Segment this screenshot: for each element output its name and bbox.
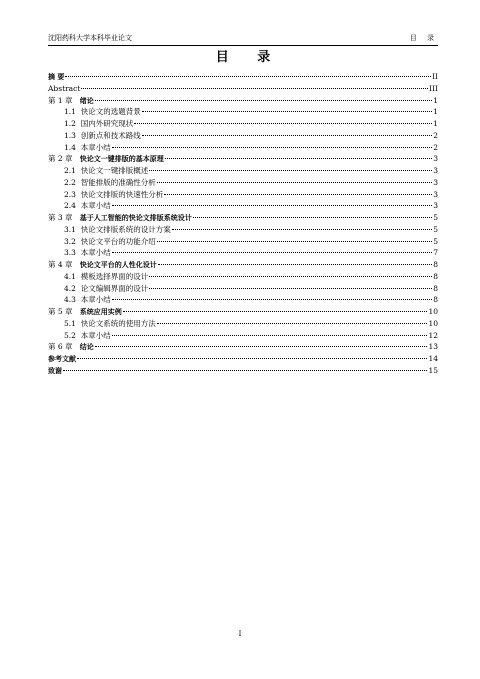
toc-entry[interactable] — [48, 189, 438, 201]
toc-front-matter-title: 摘 要 — [48, 73, 65, 81]
toc-page-number: 8 — [433, 283, 438, 293]
toc-dot-leader — [95, 346, 428, 347]
toc-page-number: 10 — [428, 318, 438, 328]
toc-section-number: 1.1 — [64, 107, 76, 117]
toc-chapter-number: 第 2 章 — [48, 154, 73, 164]
toc-page-number: 3 — [433, 177, 438, 187]
toc-entry[interactable] — [48, 341, 438, 353]
toc-section-number: 1.3 — [64, 130, 76, 140]
toc-page-number: 5 — [433, 224, 438, 234]
toc-entry[interactable] — [48, 283, 438, 295]
toc-page-number: 8 — [433, 271, 438, 281]
toc-dot-leader — [65, 76, 431, 77]
toc-entry[interactable] — [48, 353, 438, 365]
toc-section-number: 4.2 — [64, 283, 76, 293]
toc-page-number: 8 — [433, 260, 438, 269]
toc-section-number: 3.1 — [64, 224, 76, 234]
toc-dot-leader — [149, 288, 432, 289]
toc-chapter-label: 系统应用实例 — [79, 308, 122, 316]
toc-section-number: 5.1 — [64, 318, 76, 328]
toc-page-number: 15 — [428, 365, 438, 375]
toc-entry[interactable] — [48, 247, 438, 259]
toc-chapter-label: 结论 — [79, 343, 94, 352]
toc-chapter-number: 第 3 章 — [48, 213, 73, 222]
toc-section-number: 2.3 — [64, 189, 76, 199]
toc-entry[interactable] — [48, 294, 438, 306]
toc-dot-leader — [112, 335, 428, 336]
toc-page-number: 5 — [433, 213, 438, 222]
toc-section-number: 3.2 — [64, 236, 76, 246]
toc-page-number: 7 — [433, 248, 438, 258]
header-section-title: 目 录 — [409, 34, 438, 42]
toc-section-label: 模板选择界面的设计 — [80, 271, 149, 281]
toc-section-label: 快论文排版的快速性分析 — [80, 189, 164, 199]
toc-entry[interactable] — [48, 177, 438, 189]
toc-dot-leader — [164, 194, 432, 195]
header-university-title: 沈阳药科大学本科毕业论文 — [48, 34, 132, 42]
toc-page-number: 3 — [433, 166, 438, 175]
toc-page-number: 12 — [428, 330, 438, 340]
toc-chapter-number: 第 5 章 — [48, 307, 73, 316]
toc-section-title — [64, 283, 148, 295]
toc-dot-leader — [149, 170, 432, 171]
toc-page-number: 1 — [433, 107, 438, 117]
toc-section-title — [64, 142, 111, 154]
toc-section-number: 4.3 — [64, 295, 76, 305]
toc-page-number: 14 — [428, 354, 438, 363]
toc-section-label: 国内外研究现状 — [80, 119, 134, 128]
toc-dot-leader — [157, 182, 433, 183]
toc-section-title — [64, 294, 111, 306]
toc-page-number: 8 — [433, 295, 438, 305]
toc-dot-leader — [112, 252, 433, 253]
toc-section-label: 本章小结 — [80, 142, 111, 152]
toc-dot-leader — [77, 358, 427, 359]
toc-page-number: 3 — [433, 201, 438, 211]
toc-entry[interactable] — [48, 71, 438, 83]
toc-dot-leader — [112, 299, 433, 300]
toc-section-title — [64, 106, 141, 118]
toc-section-number: 1.4 — [64, 142, 76, 152]
toc-section-number: 2.2 — [64, 177, 76, 187]
toc-dot-leader — [158, 264, 433, 265]
toc-entry[interactable] — [48, 306, 438, 318]
toc-chapter-number: 第 4 章 — [48, 260, 73, 269]
toc-section-title — [64, 236, 156, 248]
toc-section-label: 本章小结 — [80, 248, 111, 258]
toc-front-matter-title: Abstract — [48, 83, 81, 93]
toc-page-number: 5 — [433, 236, 438, 246]
toc-section-title — [64, 247, 111, 259]
toc-entry[interactable] — [48, 212, 438, 224]
toc-dot-leader — [165, 158, 433, 159]
toc-dot-leader — [134, 123, 432, 124]
toc-page-number: III — [429, 83, 438, 93]
toc-entry[interactable] — [48, 83, 438, 95]
toc-section-title — [64, 200, 111, 212]
toc-section-number: 4.1 — [64, 271, 76, 281]
toc-section-title — [64, 189, 163, 201]
toc-page-number: II — [432, 72, 438, 81]
toc-section-number: 3.3 — [64, 248, 76, 258]
toc-chapter-title — [48, 341, 94, 354]
toc-section-label: 本章小结 — [80, 201, 111, 211]
toc-dot-leader — [172, 229, 433, 230]
toc-dot-leader — [112, 147, 433, 148]
toc-dot-leader — [81, 88, 428, 89]
toc-section-label: 快论文平台的功能介绍 — [80, 236, 156, 246]
toc-section-title — [64, 130, 141, 142]
header-divider — [48, 45, 438, 46]
toc-entry[interactable] — [48, 224, 438, 236]
toc-chapter-label: 基于人工智能的快论文排版系统设计 — [79, 214, 192, 222]
toc-entry[interactable] — [48, 142, 438, 154]
toc-entry[interactable] — [48, 318, 438, 330]
toc-chapter-label: 快论文平台的人性化设计 — [79, 261, 157, 269]
toc-section-title — [64, 318, 156, 330]
toc-section-number: 1.2 — [64, 119, 76, 128]
page-number: I — [238, 630, 242, 638]
toc-section-label: 论文编辑界面的设计 — [80, 283, 149, 293]
toc-section-label: 创新点和技术路线 — [80, 130, 141, 140]
toc-entry[interactable] — [48, 153, 438, 165]
toc-page-number: 1 — [433, 95, 438, 105]
toc-entry[interactable] — [48, 95, 438, 107]
toc-entry[interactable] — [48, 236, 438, 248]
toc-entry[interactable] — [48, 130, 438, 142]
toc-dot-leader — [63, 370, 427, 371]
toc-entry[interactable] — [48, 271, 438, 283]
toc-section-label: 快论文排版系统的设计方案 — [80, 224, 171, 234]
toc-dot-leader — [123, 311, 428, 312]
toc-page-number: 1 — [433, 119, 438, 128]
toc-section-title — [64, 118, 133, 130]
toc-page-number: 10 — [428, 307, 438, 316]
toc-dot-leader — [193, 217, 433, 218]
toc-entry[interactable] — [48, 106, 438, 118]
toc-section-number: 2.1 — [64, 166, 76, 175]
toc-section-title — [64, 177, 156, 189]
toc-section-title — [64, 224, 171, 236]
table-of-contents — [48, 71, 438, 377]
toc-entry[interactable] — [48, 330, 438, 342]
toc-chapter-label: 绪论 — [79, 96, 94, 105]
toc-dot-leader — [95, 100, 433, 101]
page-title: 目 录 — [215, 50, 283, 65]
toc-dot-leader — [157, 323, 428, 324]
toc-entry[interactable] — [48, 365, 438, 377]
toc-page-number: 3 — [433, 189, 438, 199]
toc-entry[interactable] — [48, 165, 438, 177]
toc-entry[interactable] — [48, 259, 438, 271]
toc-section-number: 2.4 — [64, 201, 76, 211]
toc-entry[interactable] — [48, 118, 438, 130]
toc-front-matter-title: 参考文献 — [48, 355, 76, 363]
toc-section-title — [64, 271, 148, 283]
toc-section-number: 5.2 — [64, 330, 76, 340]
toc-section-title — [64, 165, 148, 177]
toc-chapter-label: 快论文一键排版的基本原理 — [79, 155, 164, 164]
toc-section-title — [64, 330, 111, 342]
toc-section-label: 快论文的选题背景 — [80, 107, 141, 117]
toc-dot-leader — [142, 135, 433, 136]
running-header — [48, 32, 438, 44]
toc-section-label: 快论文系统的使用方法 — [80, 318, 156, 328]
toc-chapter-number: 第 1 章 — [48, 95, 73, 105]
toc-section-label: 快论文一键排版概述 — [80, 166, 149, 175]
toc-dot-leader — [157, 241, 433, 242]
toc-dot-leader — [112, 205, 433, 206]
toc-front-matter-title: 致谢 — [48, 366, 62, 375]
toc-section-label: 本章小结 — [80, 330, 111, 340]
toc-page-number: 2 — [433, 142, 438, 152]
toc-entry[interactable] — [48, 200, 438, 212]
toc-page-number: 3 — [433, 154, 438, 164]
toc-dot-leader — [142, 111, 433, 112]
toc-dot-leader — [149, 276, 432, 277]
toc-page-number: 13 — [428, 342, 438, 352]
toc-page-number: 2 — [433, 130, 438, 140]
toc-section-label: 本章小结 — [80, 295, 111, 305]
toc-section-label: 智能排版的准确性分析 — [80, 177, 156, 187]
toc-chapter-number: 第 6 章 — [48, 342, 73, 352]
